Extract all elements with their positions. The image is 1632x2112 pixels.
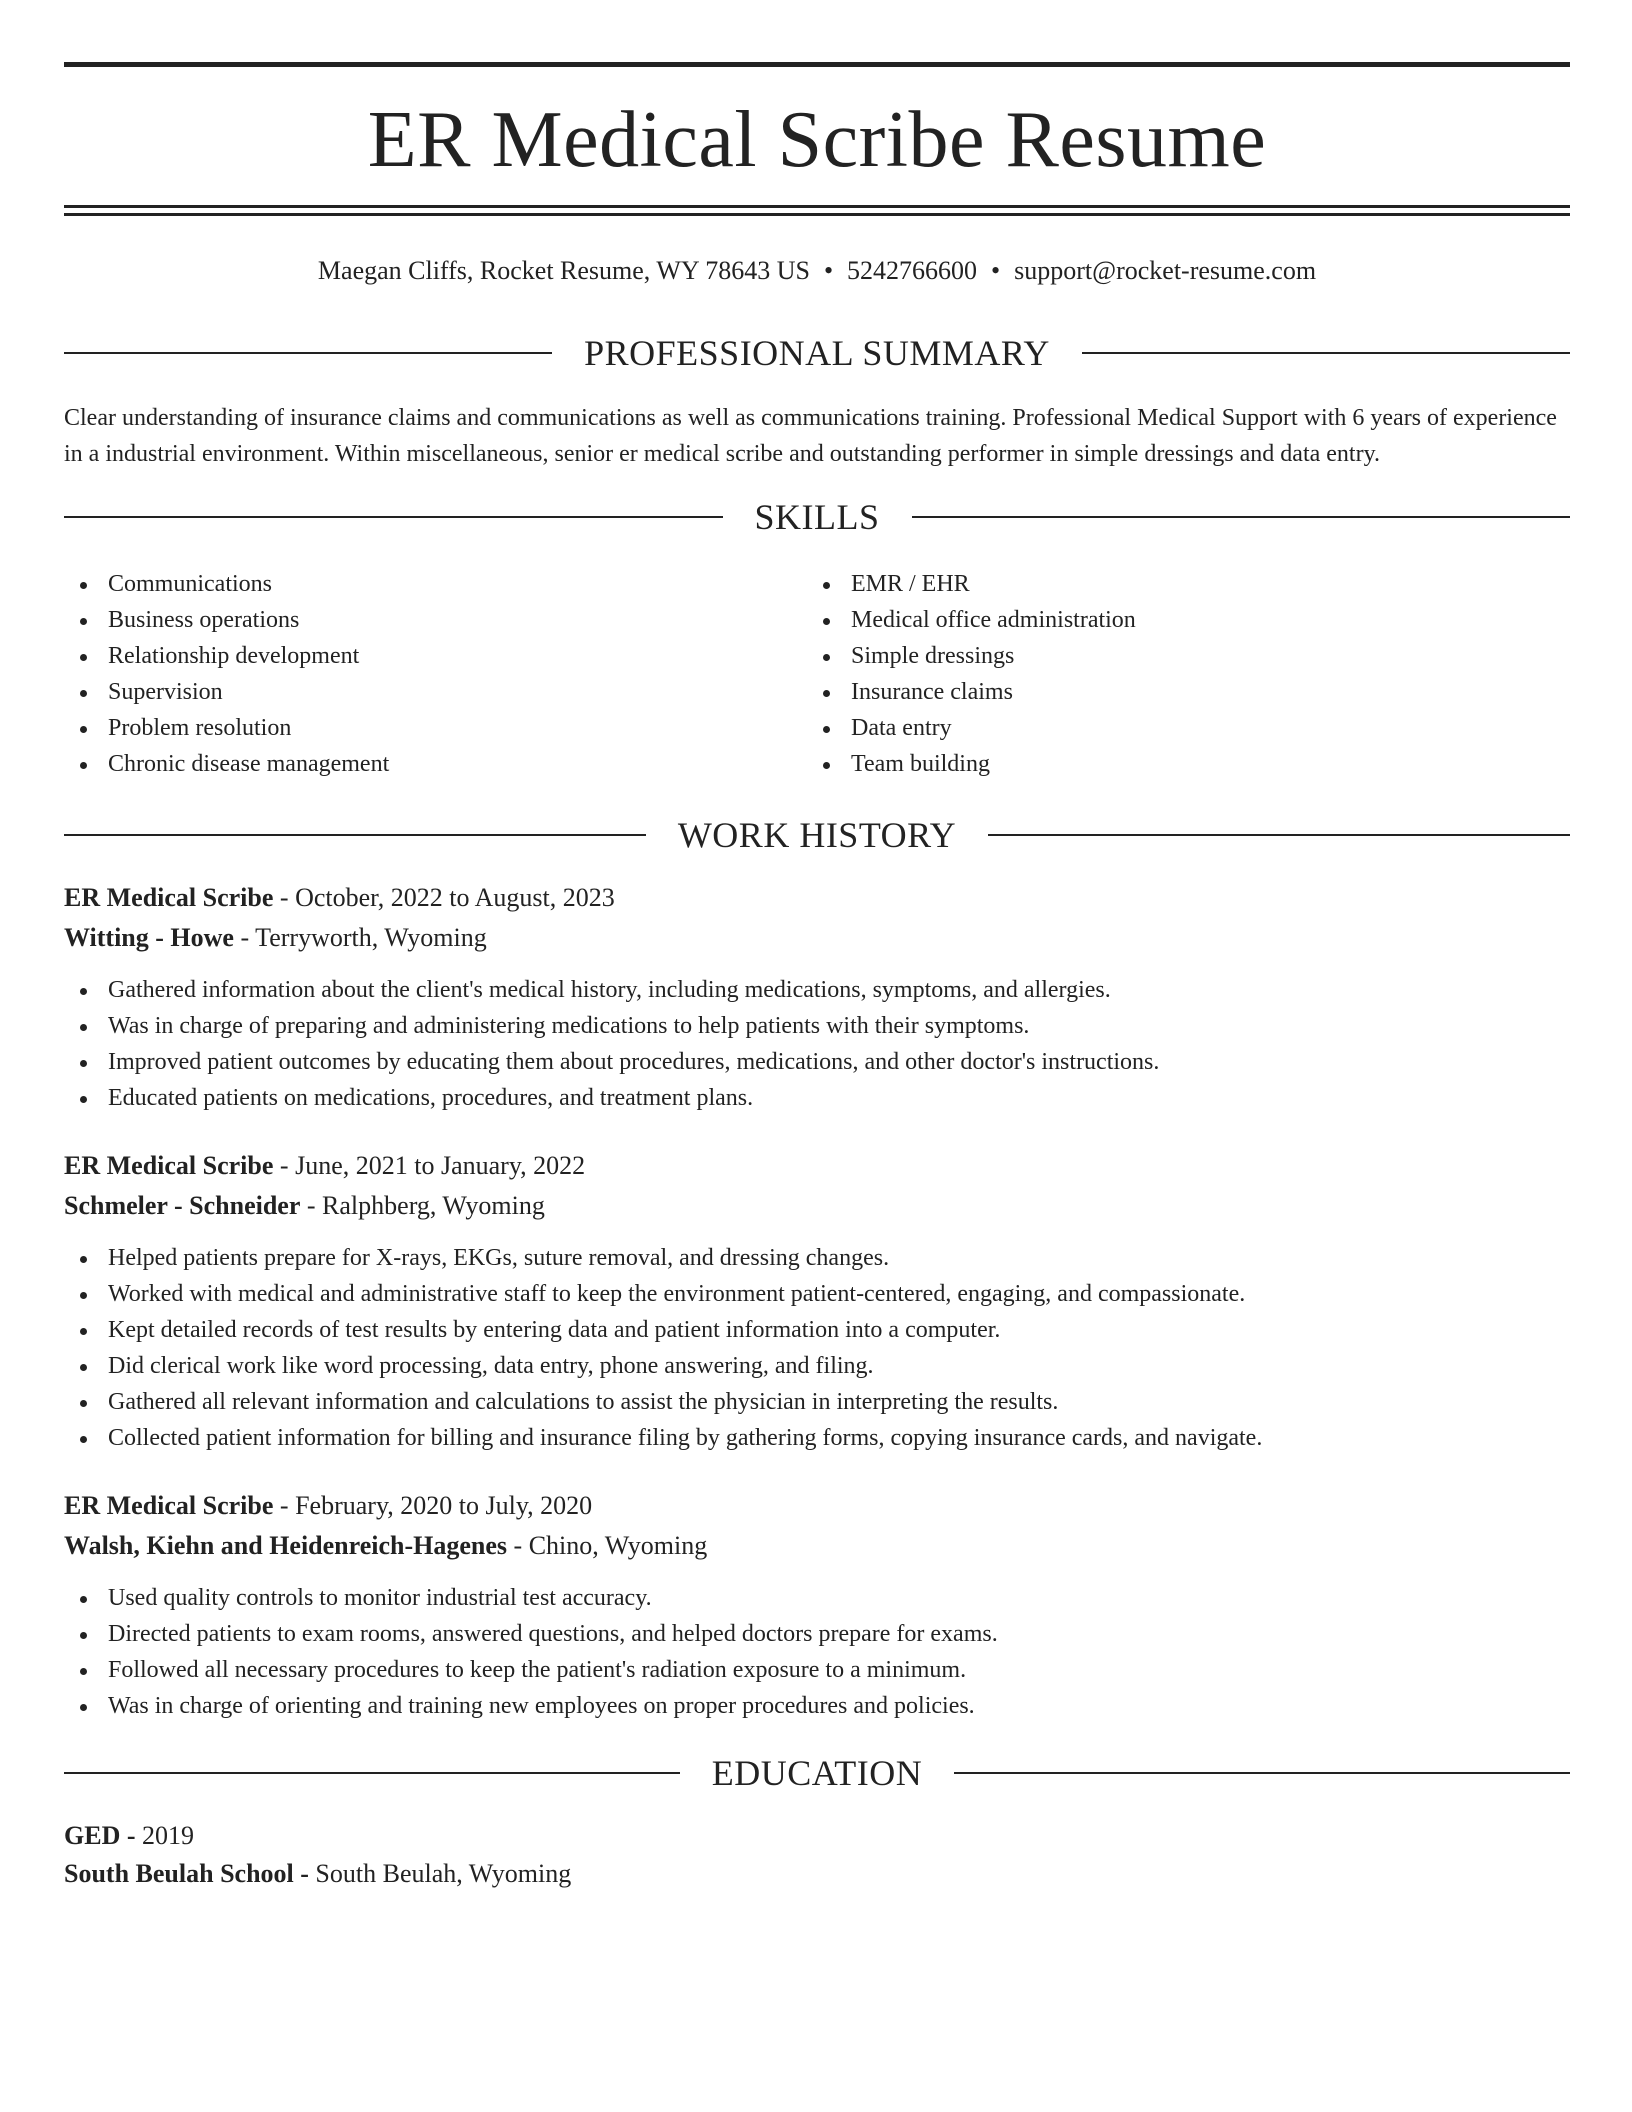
section-heading-education	[64, 1751, 1570, 1795]
skill-item: Insurance claims	[807, 674, 1136, 710]
skill-item: Chronic disease management	[64, 746, 389, 782]
summary-text: Clear understanding of insurance claims and communications as well as communications training. Professional Medical Support with 6 years of experience in a industrial environment. Within miscellaneous, senior er medical scribe and outstanding performer in simple dressings and data entry.	[64, 405, 1557, 467]
skill-item: Simple dressings	[807, 638, 1136, 674]
title-rule-lower	[64, 213, 1570, 216]
job-title: ER Medical Scribe	[64, 883, 274, 912]
job-dates: October, 2022 to August, 2023	[295, 883, 615, 912]
job-dates: February, 2020 to July, 2020	[295, 1491, 593, 1520]
skill-item: Data entry	[807, 710, 1136, 746]
job-title-line	[64, 880, 615, 916]
job-bullet: Collected patient information for billing and insurance filing by gathering forms, copying insurance cards, and navigate.	[64, 1420, 1570, 1456]
section-title: PROFESSIONAL SUMMARY	[584, 333, 1050, 373]
section-heading-summary	[64, 331, 1570, 375]
heading-rule	[64, 352, 552, 354]
skill-item: Business operations	[64, 602, 389, 638]
top-rule	[64, 62, 1570, 67]
job-bullet: Was in charge of preparing and administering medications to help patients with their symptoms.	[64, 1008, 1570, 1044]
section-heading-skills	[64, 495, 1570, 539]
job-bullet: Was in charge of orienting and training new employees on proper procedures and policies.	[64, 1688, 1570, 1724]
job-bullet: Gathered all relevant information and calculations to assist the physician in interpreting the results.	[64, 1384, 1570, 1420]
job-location: Chino, Wyoming	[528, 1531, 708, 1560]
job-title-line	[64, 1488, 592, 1524]
heading-rule	[64, 834, 646, 836]
contact-separator: •	[991, 256, 1001, 285]
education-school: South Beulah School	[64, 1859, 294, 1888]
heading-rule	[912, 516, 1571, 518]
dash: -	[513, 1531, 523, 1560]
education-degree: GED	[64, 1821, 121, 1850]
skill-item: Relationship development	[64, 638, 389, 674]
job-bullet: Gathered information about the client's medical history, including medications, symptoms, and allergies.	[64, 972, 1570, 1008]
job-company: Walsh, Kiehn and Heidenreich-Hagenes	[64, 1531, 508, 1560]
contact-line	[64, 253, 1570, 289]
job-company-line	[64, 920, 487, 956]
skill-item: Supervision	[64, 674, 389, 710]
job-bullet: Followed all necessary procedures to keep the patient's radiation exposure to a minimum.	[64, 1652, 1570, 1688]
dash: -	[300, 1859, 309, 1888]
job-title: ER Medical Scribe	[64, 1151, 274, 1180]
contact-separator: •	[823, 256, 834, 285]
dash: -	[126, 1821, 136, 1850]
section-heading-work	[64, 813, 1570, 857]
skill-item: Communications	[64, 566, 389, 602]
dash: -	[279, 883, 289, 912]
education-year: 2019	[142, 1821, 195, 1850]
job-bullet: Educated patients on medications, procedures, and treatment plans.	[64, 1080, 1570, 1116]
skills-list-left	[64, 566, 389, 782]
skill-item: Problem resolution	[64, 710, 389, 746]
job-bullets	[64, 1240, 1570, 1456]
title-rule-upper	[64, 205, 1570, 208]
section-title: WORK HISTORY	[677, 815, 957, 855]
contact-address: Maegan Cliffs, Rocket Resume, WY 78643 US	[317, 256, 810, 285]
education-location: South Beulah, Wyoming	[315, 1859, 572, 1888]
heading-rule	[954, 1772, 1570, 1774]
job-company: Schmeler - Schneider	[64, 1191, 301, 1220]
contact-email[interactable]: support@rocket-resume.com	[1014, 256, 1317, 285]
dash: -	[306, 1191, 316, 1220]
job-bullets	[64, 1580, 1570, 1724]
education-school-line	[64, 1856, 571, 1892]
job-bullet: Used quality controls to monitor industrial test accuracy.	[64, 1580, 1570, 1616]
skills-list-right	[807, 566, 1136, 782]
heading-rule	[1082, 352, 1570, 354]
skill-item: EMR / EHR	[807, 566, 1136, 602]
heading-rule	[988, 834, 1570, 836]
skill-item: Medical office administration	[807, 602, 1136, 638]
section-title: SKILLS	[754, 497, 880, 537]
job-location: Ralphberg, Wyoming	[322, 1191, 545, 1220]
job-bullets	[64, 972, 1570, 1116]
job-bullet: Worked with medical and administrative staff to keep the environment patient-centered, engaging, and compassionate.	[64, 1276, 1570, 1312]
job-title-line	[64, 1148, 585, 1184]
job-bullet: Directed patients to exam rooms, answered questions, and helped doctors prepare for exams.	[64, 1616, 1570, 1652]
job-bullet: Helped patients prepare for X-rays, EKGs, suture removal, and dressing changes.	[64, 1240, 1570, 1276]
job-title: ER Medical Scribe	[64, 1491, 274, 1520]
heading-rule	[64, 516, 723, 518]
heading-rule	[64, 1772, 680, 1774]
resume-title: ER Medical Scribe Resume	[367, 96, 1267, 184]
dash: -	[279, 1491, 289, 1520]
job-bullet: Improved patient outcomes by educating them about procedures, medications, and other doctor's instructions.	[64, 1044, 1570, 1080]
skill-item: Team building	[807, 746, 1136, 782]
job-company-line	[64, 1188, 545, 1224]
education-degree-line	[64, 1818, 194, 1854]
job-bullet: Did clerical work like word processing, data entry, phone answering, and filing.	[64, 1348, 1570, 1384]
dash: -	[279, 1151, 289, 1180]
section-title: EDUCATION	[711, 1753, 923, 1793]
contact-phone: 5242766600	[847, 256, 978, 285]
job-location: Terryworth, Wyoming	[255, 923, 487, 952]
job-bullet: Kept detailed records of test results by entering data and patient information into a computer.	[64, 1312, 1570, 1348]
job-company: Witting - Howe	[64, 923, 234, 952]
job-dates: June, 2021 to January, 2022	[295, 1151, 586, 1180]
job-company-line	[64, 1528, 707, 1564]
dash: -	[240, 923, 250, 952]
